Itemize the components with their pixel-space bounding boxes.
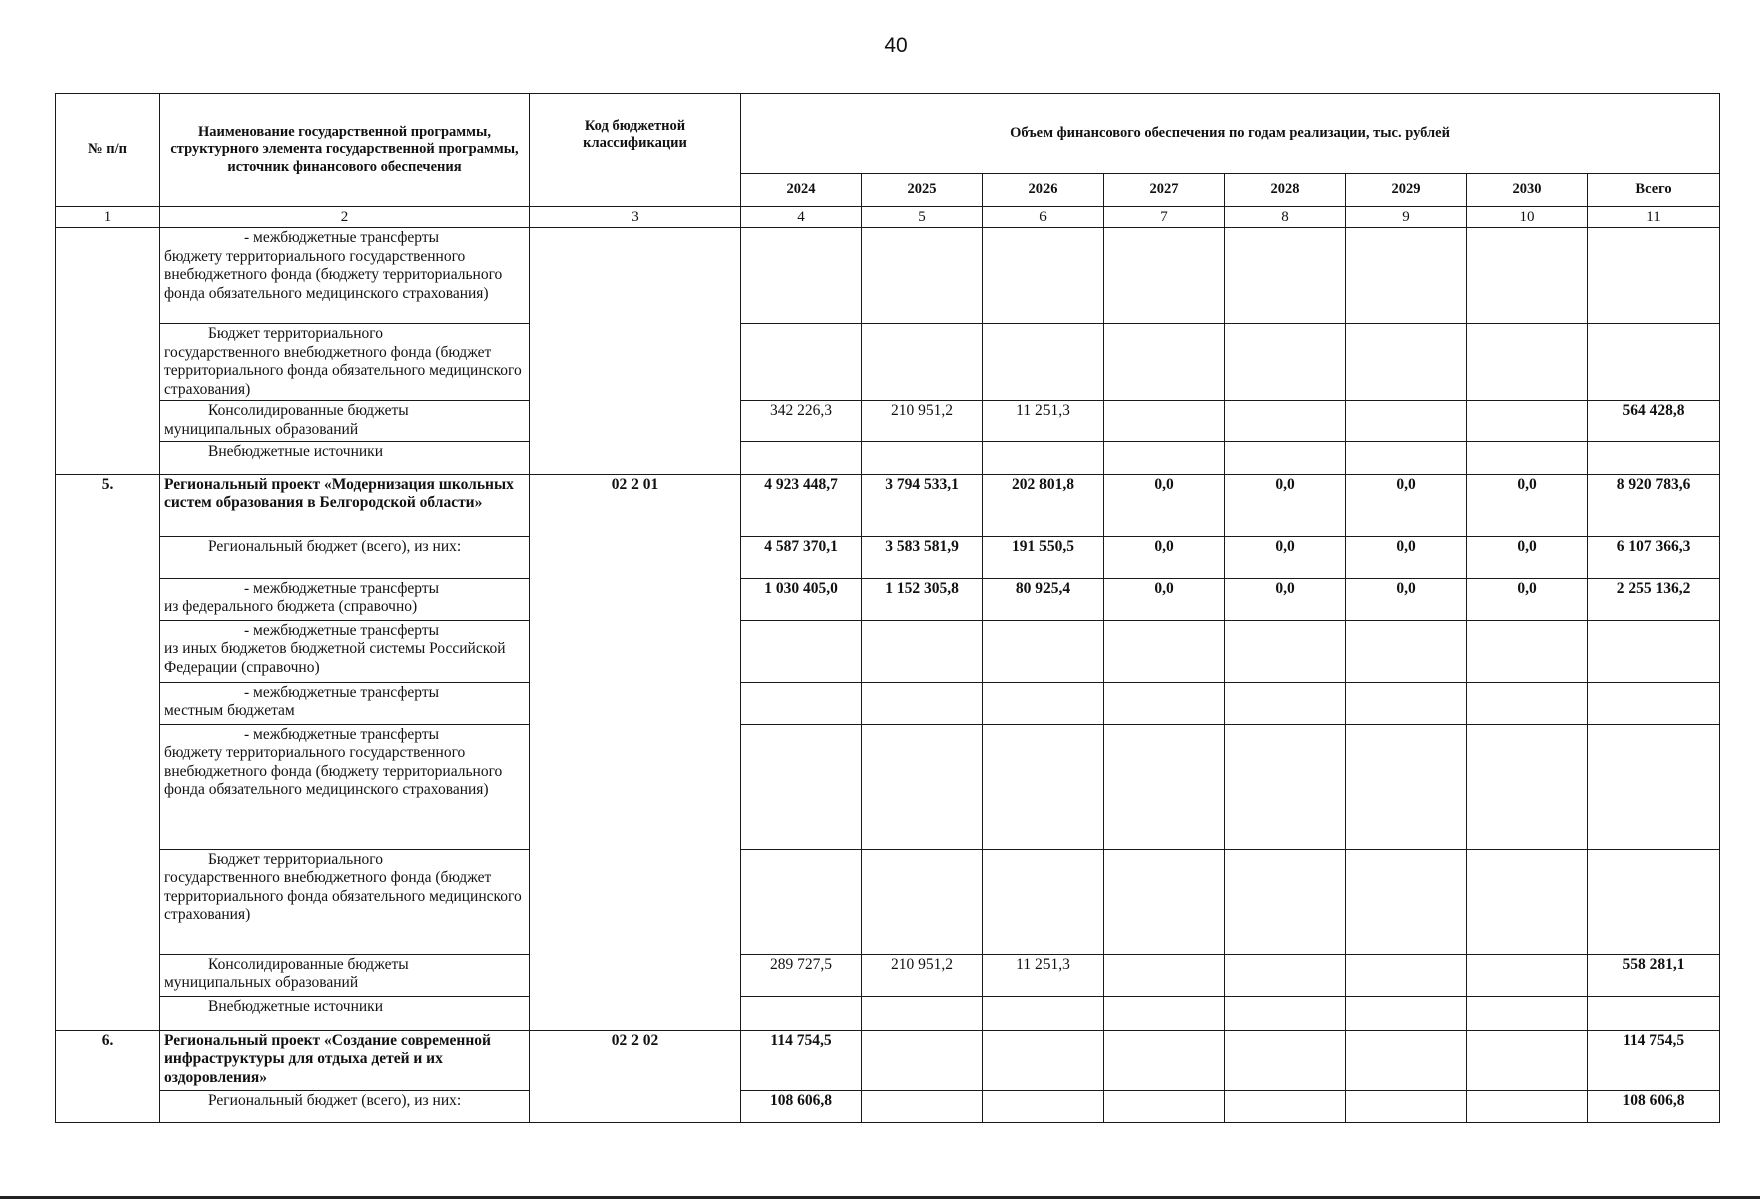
value-cell	[1346, 996, 1467, 1030]
value-cell	[1346, 1030, 1467, 1090]
value-total	[1588, 620, 1720, 682]
header-year: 2026	[983, 174, 1104, 207]
value-total: 114 754,5	[1588, 1030, 1720, 1090]
value-cell: 80 925,4	[983, 578, 1104, 620]
table-row	[56, 401, 1720, 441]
source-label-first: Бюджет территориального	[208, 325, 384, 342]
table-row	[56, 536, 1720, 578]
value-cell: 0,0	[1225, 578, 1346, 620]
value-cell	[1346, 228, 1467, 324]
value-cell	[1225, 441, 1346, 474]
column-number: 9	[1346, 207, 1467, 228]
value-cell: 289 727,5	[741, 954, 862, 996]
budget-code: 02 2 01	[530, 474, 741, 1030]
table-row	[56, 682, 1720, 724]
source-label-rest: из иных бюджетов бюджетной системы Российской Федерации (справочно)	[164, 640, 506, 676]
value-cell	[1104, 724, 1225, 849]
table-row	[56, 441, 1720, 474]
value-cell	[862, 849, 983, 954]
value-cell	[1104, 996, 1225, 1030]
header-name: Наименование государственной программы, структурного элемента государственной программы, источник финансового обеспечения	[160, 94, 530, 207]
value-total	[1588, 441, 1720, 474]
value-cell: 191 550,5	[983, 536, 1104, 578]
value-cell	[1467, 441, 1588, 474]
source-label	[160, 441, 530, 474]
header-year: 2025	[862, 174, 983, 207]
value-cell: 202 801,8	[983, 474, 1104, 536]
table-row	[56, 849, 1720, 954]
value-cell	[741, 849, 862, 954]
source-label	[160, 1090, 530, 1122]
value-cell	[1346, 324, 1467, 401]
source-label-first: Внебюджетные источники	[208, 442, 384, 460]
source-label	[160, 228, 530, 324]
value-cell	[1225, 620, 1346, 682]
value-cell	[1104, 228, 1225, 324]
value-cell: 114 754,5	[741, 1030, 862, 1090]
source-label	[160, 620, 530, 682]
source-label	[160, 682, 530, 724]
value-cell: 1 152 305,8	[862, 578, 983, 620]
value-cell	[1225, 1090, 1346, 1122]
column-number-row	[56, 207, 1720, 228]
header-volume: Объем финансового обеспечения по годам реализации, тыс. рублей	[741, 94, 1720, 174]
source-label-rest: бюджету территориального государственного внебюджетного фонда (бюджету территориального фонда обязательного медицинского страхования)	[164, 247, 503, 302]
section-row	[56, 474, 1720, 536]
value-cell	[1104, 682, 1225, 724]
value-cell	[1467, 620, 1588, 682]
value-cell	[983, 849, 1104, 954]
column-number: 7	[1104, 207, 1225, 228]
value-cell: 11 251,3	[983, 401, 1104, 441]
value-cell: 0,0	[1346, 578, 1467, 620]
table-row	[56, 724, 1720, 849]
value-cell	[1225, 849, 1346, 954]
value-cell	[1346, 620, 1467, 682]
source-label-rest: государственного внебюджетного фонда (бюджет территориального фонда обязательного медицинского страхования)	[164, 343, 522, 398]
value-total: 108 606,8	[1588, 1090, 1720, 1122]
value-total	[1588, 996, 1720, 1030]
value-cell	[1467, 954, 1588, 996]
value-cell	[1104, 401, 1225, 441]
value-cell	[1104, 1030, 1225, 1090]
source-label	[160, 536, 530, 578]
value-cell: 0,0	[1104, 474, 1225, 536]
value-cell: 4 587 370,1	[741, 536, 862, 578]
header-total: Всего	[1588, 174, 1720, 207]
value-cell	[983, 620, 1104, 682]
value-cell: 342 226,3	[741, 401, 862, 441]
value-cell	[1346, 682, 1467, 724]
value-cell	[862, 324, 983, 401]
table-row	[56, 324, 1720, 401]
value-total	[1588, 682, 1720, 724]
value-cell	[1346, 1090, 1467, 1122]
value-cell: 11 251,3	[983, 954, 1104, 996]
value-cell: 108 606,8	[741, 1090, 862, 1122]
value-cell	[741, 228, 862, 324]
table-row	[56, 228, 1720, 324]
value-cell	[1467, 996, 1588, 1030]
source-label-first: - межбюджетные трансферты	[244, 621, 440, 639]
value-cell	[983, 682, 1104, 724]
page-number: 40	[884, 34, 908, 57]
bottom-rule	[0, 1196, 1760, 1199]
value-cell: 0,0	[1104, 578, 1225, 620]
value-cell: 1 030 405,0	[741, 578, 862, 620]
source-label-rest: муниципальных образований	[164, 420, 359, 438]
value-total	[1588, 228, 1720, 324]
source-label-rest: государственного внебюджетного фонда (бюджет территориального фонда обязательного медицинского страхования)	[164, 869, 522, 924]
value-cell	[1225, 724, 1346, 849]
value-total: 564 428,8	[1588, 401, 1720, 441]
code-cell	[530, 228, 741, 475]
table-row	[56, 620, 1720, 682]
value-cell: 210 951,2	[862, 401, 983, 441]
source-label-first: Консолидированные бюджеты	[208, 955, 409, 973]
value-cell	[741, 324, 862, 401]
value-cell	[983, 724, 1104, 849]
value-cell	[741, 620, 862, 682]
source-label-first: Бюджет территориального	[208, 850, 384, 868]
source-label	[160, 324, 530, 401]
value-cell	[1104, 954, 1225, 996]
value-cell	[1346, 954, 1467, 996]
source-label-first: Региональный бюджет (всего), из них:	[208, 537, 462, 555]
value-cell	[862, 620, 983, 682]
column-number: 4	[741, 207, 862, 228]
financing-table	[55, 93, 1720, 1123]
value-total: 558 281,1	[1588, 954, 1720, 996]
value-cell	[983, 228, 1104, 324]
value-cell	[1467, 724, 1588, 849]
value-cell	[862, 441, 983, 474]
value-total: 6 107 366,3	[1588, 536, 1720, 578]
value-cell: 0,0	[1225, 536, 1346, 578]
value-cell	[741, 441, 862, 474]
header-year: 2027	[1104, 174, 1225, 207]
value-cell	[1104, 324, 1225, 401]
column-number: 2	[160, 207, 530, 228]
column-number: 5	[862, 207, 983, 228]
value-cell	[1225, 324, 1346, 401]
source-label-first: Внебюджетные источники	[208, 997, 384, 1015]
value-cell	[1346, 401, 1467, 441]
header-year: 2029	[1346, 174, 1467, 207]
header-year: 2030	[1467, 174, 1588, 207]
source-label-first: Консолидированные бюджеты	[208, 402, 409, 420]
value-cell	[1346, 441, 1467, 474]
header-year: 2028	[1225, 174, 1346, 207]
source-label-rest: местным бюджетам	[164, 702, 295, 720]
row-number-cell	[56, 228, 160, 475]
value-cell	[983, 441, 1104, 474]
column-number: 1	[56, 207, 160, 228]
source-label-first: Региональный бюджет (всего), из них:	[208, 1091, 462, 1109]
source-label	[160, 724, 530, 849]
project-title: Региональный проект «Создание современной инфраструктуры для отдыха детей и их оздоровления»	[160, 1030, 530, 1090]
value-cell	[1225, 401, 1346, 441]
header-code: Код бюджетной классификации	[530, 94, 741, 207]
column-number: 8	[1225, 207, 1346, 228]
row-number: 5.	[56, 474, 160, 1030]
value-cell	[1346, 849, 1467, 954]
value-cell	[1467, 324, 1588, 401]
source-label	[160, 849, 530, 954]
table-row	[56, 578, 1720, 620]
source-label-first: - межбюджетные трансферты	[244, 683, 440, 701]
value-cell	[1104, 1090, 1225, 1122]
value-cell: 0,0	[1346, 474, 1467, 536]
value-cell: 0,0	[1346, 536, 1467, 578]
value-total	[1588, 724, 1720, 849]
column-number: 6	[983, 207, 1104, 228]
source-label-rest: муниципальных образований	[164, 974, 359, 992]
value-cell	[862, 682, 983, 724]
source-label	[160, 578, 530, 620]
budget-code: 02 2 02	[530, 1030, 741, 1122]
table-row	[56, 996, 1720, 1030]
value-cell: 0,0	[1225, 474, 1346, 536]
table-row	[56, 1090, 1720, 1122]
value-total: 2 255 136,2	[1588, 578, 1720, 620]
value-cell	[741, 724, 862, 849]
value-cell: 0,0	[1104, 536, 1225, 578]
source-label	[160, 954, 530, 996]
value-total	[1588, 324, 1720, 401]
column-number: 10	[1467, 207, 1588, 228]
value-cell	[1467, 682, 1588, 724]
value-cell	[1225, 228, 1346, 324]
value-cell	[1225, 682, 1346, 724]
value-cell: 4 923 448,7	[741, 474, 862, 536]
value-cell	[741, 996, 862, 1030]
column-number: 11	[1588, 207, 1720, 228]
source-label-first: - межбюджетные трансферты	[244, 725, 440, 743]
value-cell	[983, 1090, 1104, 1122]
value-cell	[1467, 1090, 1588, 1122]
value-cell: 3 794 533,1	[862, 474, 983, 536]
header-year: 2024	[741, 174, 862, 207]
value-cell: 3 583 581,9	[862, 536, 983, 578]
value-cell	[1225, 1030, 1346, 1090]
column-number: 3	[530, 207, 741, 228]
value-cell	[1225, 996, 1346, 1030]
value-cell: 0,0	[1467, 536, 1588, 578]
header-num: № п/п	[56, 94, 160, 207]
value-cell	[1104, 849, 1225, 954]
source-label-first: - межбюджетные трансферты	[244, 579, 440, 597]
value-cell: 0,0	[1467, 578, 1588, 620]
table-row	[56, 954, 1720, 996]
value-cell	[1467, 1030, 1588, 1090]
value-cell	[862, 1090, 983, 1122]
value-cell	[862, 228, 983, 324]
value-cell	[1467, 228, 1588, 324]
value-cell	[983, 1030, 1104, 1090]
value-cell	[1104, 441, 1225, 474]
source-label-rest: из федерального бюджета (справочно)	[164, 598, 418, 616]
value-cell	[1467, 401, 1588, 441]
value-cell	[862, 724, 983, 849]
row-number: 6.	[56, 1030, 160, 1122]
value-cell	[983, 324, 1104, 401]
project-title: Региональный проект «Модернизация школьных систем образования в Белгородской области»	[160, 474, 530, 536]
value-cell	[1104, 620, 1225, 682]
value-cell	[1346, 724, 1467, 849]
value-cell: 210 951,2	[862, 954, 983, 996]
value-cell	[741, 682, 862, 724]
section-row	[56, 1030, 1720, 1090]
source-label	[160, 401, 530, 441]
source-label-first: - межбюджетные трансферты	[244, 229, 440, 246]
value-total: 8 920 783,6	[1588, 474, 1720, 536]
value-cell	[1467, 849, 1588, 954]
source-label-rest: бюджету территориального государственного внебюджетного фонда (бюджету территориального фонда обязательного медицинского страхования)	[164, 744, 503, 799]
source-label	[160, 996, 530, 1030]
value-cell	[983, 996, 1104, 1030]
value-cell	[862, 996, 983, 1030]
value-cell	[1225, 954, 1346, 996]
value-total	[1588, 849, 1720, 954]
value-cell: 0,0	[1467, 474, 1588, 536]
value-cell	[862, 1030, 983, 1090]
